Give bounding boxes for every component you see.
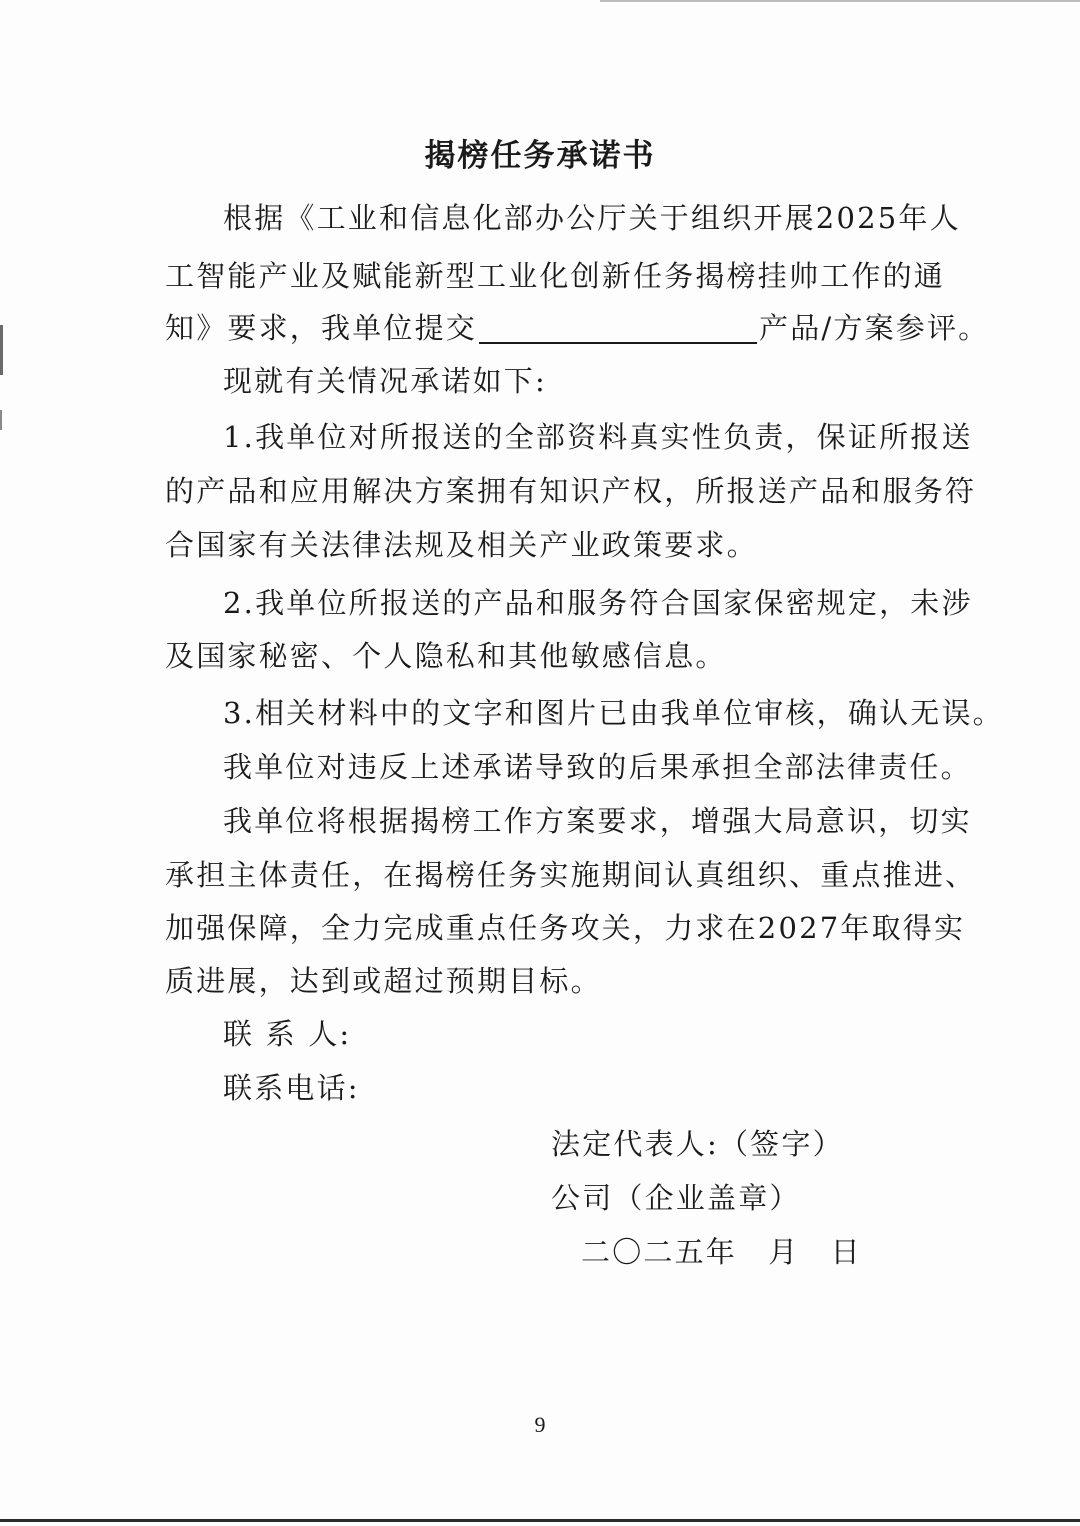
date-label: 二〇二五年 月 日 — [581, 1235, 862, 1269]
scan-edge-top — [600, 0, 1080, 2]
item2-line1: 2.我单位所报送的产品和服务符合国家保密规定，未涉 — [223, 586, 973, 620]
para1-line1: 根据《工业和信息化部办公厅关于组织开展2025年人 — [223, 201, 961, 235]
contact-phone-label: 联系电话: — [223, 1071, 360, 1105]
scan-edge-left-mark-2 — [0, 410, 2, 430]
para1-line3-prefix: 知》要求，我单位提交 — [165, 311, 478, 345]
commitment-line1: 我单位将根据揭榜工作方案要求，增强大局意识，切实 — [223, 804, 972, 838]
item1-line1: 1.我单位对所报送的全部资料真实性负责，保证所报送 — [223, 420, 973, 454]
commitment-line3: 加强保障，全力完成重点任务攻关，力求在2027年取得实 — [165, 911, 966, 945]
page-title: 揭榜任务承诺书 — [424, 138, 656, 174]
item1-line2: 的产品和应用解决方案拥有知识产权，所报送产品和服务符 — [165, 474, 977, 508]
para1-line3-suffix: 产品/方案参评。 — [759, 311, 990, 345]
liability-text: 我单位对违反上述承诺导致的后果承担全部法律责任。 — [223, 750, 972, 784]
para1-line3 — [165, 308, 989, 348]
scan-edge-left-mark — [0, 325, 3, 375]
item3-text: 3.相关材料中的文字和图片已由我单位审核，确认无误。 — [223, 696, 1004, 730]
commitment-line4: 质进展，达到或超过预期目标。 — [165, 964, 602, 998]
intro-text: 现就有关情况承诺如下: — [223, 364, 547, 398]
contact-person-label: 联 系 人: — [223, 1017, 352, 1051]
page-number: 9 — [534, 1412, 546, 1437]
item2-line2: 及国家秘密、个人隐私和其他敏感信息。 — [165, 639, 727, 673]
legal-representative-signature-label: 法定代表人:（签字） — [551, 1127, 844, 1161]
para1-line2: 工智能产业及赋能新型工业化创新任务揭榜挂帅工作的通 — [165, 259, 946, 293]
scan-edge-bottom — [0, 1519, 1080, 1522]
company-seal-label: 公司（企业盖章） — [551, 1181, 801, 1215]
commitment-line2: 承担主体责任，在揭榜任务实施期间认真组织、重点推进、 — [165, 858, 977, 892]
product-name-blank — [479, 314, 757, 344]
item1-line3: 合国家有关法律法规及相关产业政策要求。 — [165, 528, 758, 562]
